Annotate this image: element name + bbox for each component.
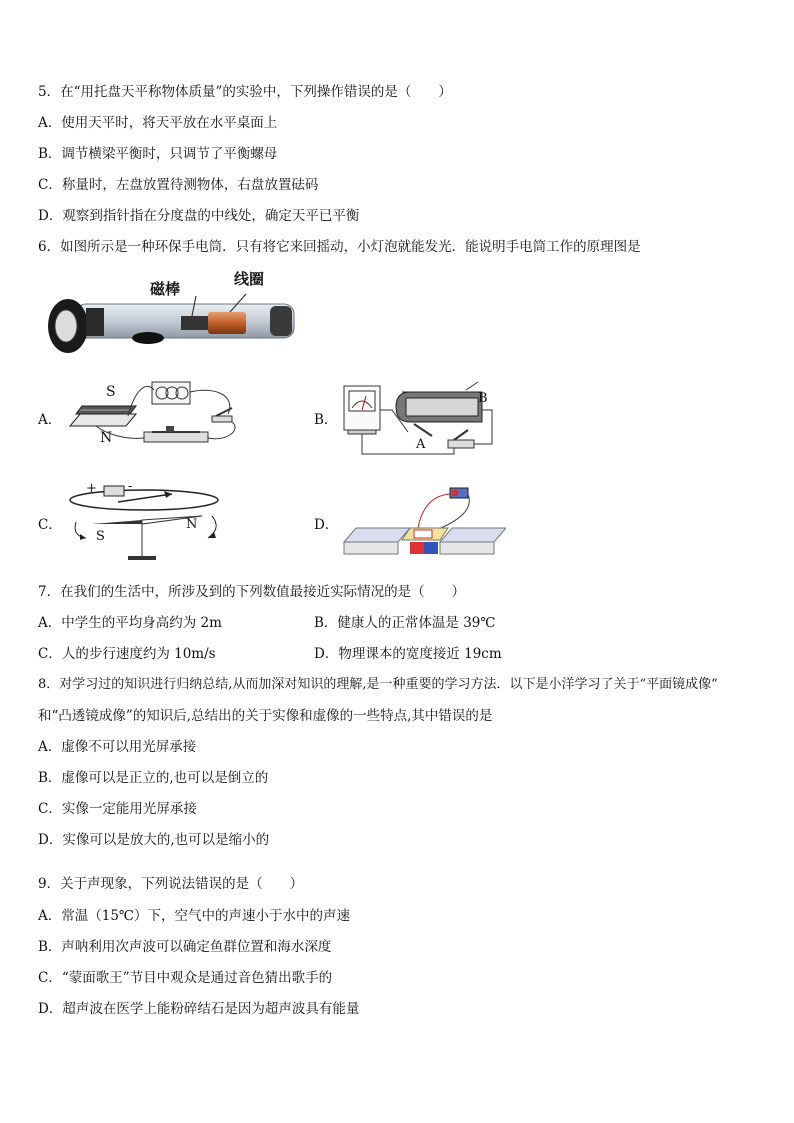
fig-b-b: B [478,391,488,406]
fig-c-minus: - [128,480,133,494]
fig-a-n: N [100,430,113,446]
q6-option-d-label: D． [314,517,339,533]
q8-option-c: C．实像一定能用光屏承接 [38,801,197,817]
coil-label: 线圈 [234,270,265,288]
q7-option-b: B．健康人的正常体温是 39℃ [314,615,496,631]
q6-option-c-label: C． [38,517,62,533]
q9-option-c: C．“蒙面歌王”节目中观众是通过音色猜出歌手的 [38,970,333,986]
magnet-label: 磁棒 [150,280,181,298]
q9-stem: 9．关于声现象，下列说法错误的是（ ） [38,876,304,892]
q5-stem: 5．在“用托盘天平称物体质量”的实验中，下列操作错误的是（ ） [38,84,452,100]
q8-option-a: A．虚像不可以用光屏承接 [38,739,197,755]
q6-figure-a [66,376,246,458]
q8-stem-line1: 8．对学习过的知识进行归纳总结,从而加深对知识的理解,是一种重要的学习方法．以下是小洋学习了关于“平面镜成像” [38,677,718,692]
q9-option-b: B．声呐利用次声波可以确定鱼群位置和海水深度 [38,939,332,955]
q8-option-b: B．虚像可以是正立的,也可以是倒立的 [38,770,269,786]
fig-c-n: N [186,517,198,532]
q6-option-b-label: B． [314,412,338,428]
fig-a-s: S [106,384,116,400]
q6-figure-c [62,480,234,570]
fig-b-a: A [416,437,426,452]
fig-c-plus: + [86,481,97,496]
q9-option-d: D．超声波在医学上能粉碎结石是因为超声波具有能量 [38,1001,360,1017]
q6-stem: 6．如图所示是一种环保手电筒．只有将它来回摇动，小灯泡就能发光．能说明手电筒工作的原理图是 [38,239,641,255]
q7-option-a: A．中学生的平均身高约为 2m [38,615,222,631]
q7-option-c: C．人的步行速度约为 10m/s [38,646,216,662]
fig-c-s: S [96,529,105,544]
q6-figure-b [342,380,498,462]
q6-option-a-label: A． [38,412,62,428]
q9-option-a: A．常温（15℃）下，空气中的声速小于水中的声速 [38,908,351,924]
q5-option-d: D．观察到指针指在分度盘的中线处，确定天平已平衡 [38,208,360,224]
q5-option-b: B．调节横梁平衡时，只调节了平衡螺母 [38,146,278,162]
q7-option-d: D．物理课本的宽度接近 19cm [314,646,502,662]
q6-figure-d [340,484,506,566]
q5-option-c: C．称量时，左盘放置待测物体，右盘放置砝码 [38,177,319,193]
flashlight-photo [46,266,304,362]
q8-option-d: D．实像可以是放大的,也可以是缩小的 [38,832,270,848]
q7-stem: 7．在我们的生活中，所涉及到的下列数值最接近实际情况的是（ ） [38,584,466,600]
q8-stem-line2: 和“凸透镜成像”的知识后,总结出的关于实像和虚像的一些特点,其中错误的是 [38,708,493,724]
q5-option-a: A．使用天平时，将天平放在水平桌面上 [38,115,278,131]
